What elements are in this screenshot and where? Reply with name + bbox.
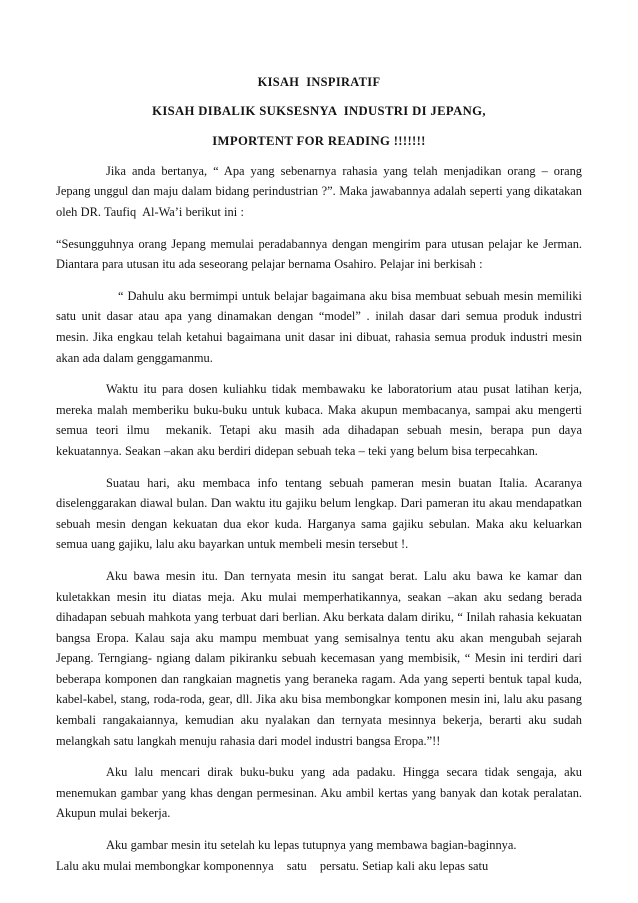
paragraph-disassembling-machine: Aku bawa mesin itu. Dan ternyata mesin itu sangat berat. Lalu aku bawa ke kamar dan kuletakkan mesin itu diatas meja. Aku mulai memperhatikannya, seakan –akan aku sedang berada dihadapan sebuah mahkota yang terbuat dari berlian. Aku berkata dalam diriku, “ Inilah rahasia kekuatan bangsa Eropa. Kalau saja aku mampu membuat yang semisalnya tentu aku akan mengubah sejarah Jepang. Terngiang- ngiang dalam pikiranku sebuah kecemasan yang membisik, “ Mesin ini terdiri dari beberapa komponen dan rangkaian magnetis yang beraneka ragam. Ada yang seperti bentuk tapal kuda, kabel-kabel, stang, roda-roda, gear, dll. Jika aku bisa membongkar komponen mesin ini, lalu aku pasang kembali rangakaiannya, kemudian aku nyalakan dan ternyata mesinnya bekerja, berarti aku sudah melangkah satu langkah menuju rahasia dari model industri bangsa Eropa.”!! <box>56 568 586 748</box>
document-heading-secondary: KISAH DIBALIK SUKSESNYA INDUSTRI DI JEPANG, <box>152 104 486 119</box>
paragraph-drawing-machine: Aku gambar mesin itu setelah ku lepas tutupnya yang membawa bagian-baginnya. <box>106 838 517 853</box>
paragraph-dream-model: “ Dahulu aku bermimpi untuk belajar bagaimana aku bisa membuat sebuah mesin memiliki satu unit dasar atau apa yang dinamakan dengan “model” . inilah dasar dari semua produk industri mesin. Jika engkau telah ketahui bagaimana unit dasar ini dibuat, rahasia semua produk industri mesin akan ada dalam genggamanmu. <box>56 288 586 365</box>
paragraph-drawing-machine-continued: Lalu aku mulai membongkar komponennya satu persatu. Setiap kali aku lepas satu <box>56 858 489 873</box>
paragraph-osahiro-intro: “Sesungguhnya orang Jepang memulai peradabannya dengan mengirim para utusan pelajar ke Jerman. Diantara para utusan itu ada seseorang pelajar bernama Osahiro. Pelajar ini berkisah : <box>56 236 586 272</box>
paragraph-lecturers-books: Waktu itu para dosen kuliahku tidak membawaku ke laboratorium atau pusat latihan kerja, mereka malah memberiku buku-buku untuk kubaca. Maka akupun membacanya, sampai aku mengerti semua teori ilmu mekanik. Tetapi aku masih ada dihadapan sebuah mesin, berapa pun daya kekuatannya. Seakan –akan aku berdiri didepan sebuah teka – teki yang belum bisa terpecahkan. <box>56 382 586 458</box>
document-heading-tertiary: IMPORTENT FOR READING !!!!!!! <box>212 134 426 149</box>
paragraph-italian-machine-expo: Suatau hari, aku membaca info tentang sebuah pameran mesin buatan Italia. Acaranya diselenggarakan diawal bulan. Dan waktu itu gajiku belum lengkap. Dari pameran itu akau mendapatkan sebuah mesin dengan kekuatan dua ekor kuda. Harganya sama gajiku sebulan. Maka aku keluarkan semua uang gajiku, lalu aku bayarkan untuk membeli mesin tersebut !. <box>56 475 586 552</box>
document-heading-primary: KISAH INSPIRATIF <box>257 75 381 89</box>
paragraph-intro-question: Jika anda bertanya, “ Apa yang sebenarnya rahasia yang telah menjadikan orang – orang Jepang unggul dan maju dalam bidang perindustrian ?”. Maka jawabannya adalah seperti yang dikatakan oleh DR. Taufiq Al-Wa’i berikut ini : <box>56 163 586 219</box>
document-body <box>56 0 586 876</box>
paragraph-searching-bookshelf: Aku lalu mencari dirak buku-buku yang ada padaku. Hingga secara tidak sengaja, aku menemukan gambar yang khas dengan permesinan. Aku ambil kertas yang banyak dan kotak peralatan. Akupun mulai bekerja. <box>56 765 586 821</box>
